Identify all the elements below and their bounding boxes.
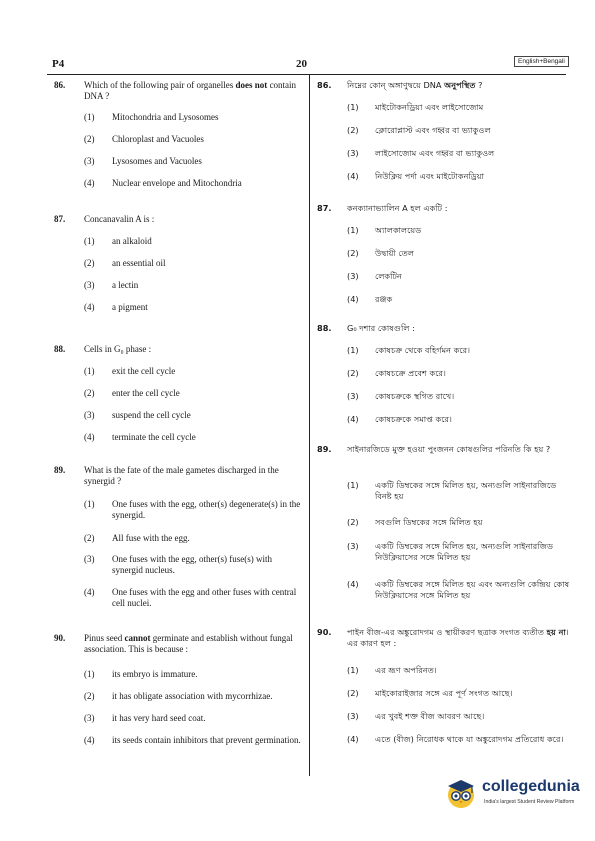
page-number: 20 bbox=[296, 58, 307, 70]
option-1: (1) Mitochondria and Lysosomes bbox=[84, 112, 219, 122]
option-1: (1) এর ভ্রূণ অপরিনত। bbox=[347, 665, 437, 675]
question-89-bn bbox=[317, 444, 572, 600]
option-4: (4) a pigment bbox=[84, 302, 148, 312]
question-text: Pinus seed cannot germinate and establish without fungal association. This is because : bbox=[84, 633, 293, 654]
question-87-bn bbox=[317, 203, 572, 304]
question-text: পাইন বীজ-এর অঙ্কুরোদগম ও স্থায়ীকরণ ছত্রাক সংগত ব্যতীত হয় না। এর কারণ হল : bbox=[347, 627, 569, 648]
option-2: (2) উদ্বায়ী তেল bbox=[347, 248, 414, 258]
option-4: (4) কোষচক্রকে সমাপ্ত করে। bbox=[347, 414, 452, 424]
option-2: (2) All fuse with the egg. bbox=[84, 533, 190, 543]
logo-name: collegedunia bbox=[482, 778, 580, 795]
option-1: (1) অ্যালকালয়েড bbox=[347, 225, 422, 235]
option-1: (1) কোষচক্র থেকে বহির্গমন করে। bbox=[347, 345, 471, 355]
question-text: সাইনারজিডে মুক্ত হওয়া পুংজনন কোষগুলির পরিনতি কি হয় ? bbox=[347, 444, 551, 454]
option-3: (3) একটি ডিম্বকের সঙ্গে মিলিত হয়, অন্যগুলি সাইনারজিড নিউক্লিয়াসের সঙ্গে মিলিত হয় bbox=[347, 541, 553, 562]
question-text: Cells in G₀ phase : bbox=[84, 344, 152, 354]
option-3: (3) কোষচক্রকে স্থগিত রাখে। bbox=[347, 391, 455, 401]
option-4: (4) terminate the cell cycle bbox=[84, 432, 196, 442]
option-1: (1) মাইটোকনড্রিয়া এবং লাইসোজোম bbox=[347, 102, 484, 112]
question-number: 87. bbox=[54, 214, 66, 224]
question-89-en bbox=[54, 465, 304, 608]
question-number: 89. bbox=[54, 465, 66, 475]
option-3: (3) One fuses with the egg, other(s) fuse(s) with synergid nucleus. bbox=[84, 554, 272, 575]
option-3: (3) it has very hard seed coat. bbox=[84, 713, 206, 723]
option-4: (4) একটি ডিম্বকের সঙ্গে মিলিত হয় এবং অন্যগুলি কেন্দ্রিয় কোষ নিউক্লিয়াসের সঙ্গে মিলিত হয় bbox=[347, 579, 570, 600]
option-3: (3) লেকটিন bbox=[347, 271, 402, 281]
option-1: (1) an alkaloid bbox=[84, 236, 152, 246]
question-87-en bbox=[54, 214, 304, 312]
option-2: (2) it has obligate association with mycorrhizae. bbox=[84, 691, 273, 701]
column-divider bbox=[309, 74, 310, 776]
option-2: (2) Chloroplast and Vacuoles bbox=[84, 134, 204, 144]
option-4: (4) এতে (বীজ) নিরোধক থাকে যা অঙ্কুরোদগম প্রতিরোধ করে। bbox=[347, 734, 564, 744]
option-4: (4) রঞ্জক bbox=[347, 294, 393, 304]
option-4: (4) One fuses with the egg and other fuses with central cell nuclei. bbox=[84, 587, 297, 608]
question-number: 86. bbox=[54, 80, 66, 90]
option-3: (3) a lectin bbox=[84, 280, 139, 290]
question-number: 88. bbox=[54, 344, 66, 354]
option-4: (4) its seeds contain inhibitors that prevent germination. bbox=[84, 735, 301, 745]
question-88-en bbox=[54, 344, 304, 442]
question-text: Which of the following pair of organelles does not contain DNA ? bbox=[84, 80, 297, 101]
language-badge: English+Bengali bbox=[514, 56, 569, 67]
option-2: (2) সবগুলি ডিম্বকের সঙ্গে মিলিত হয় bbox=[347, 517, 483, 527]
question-number: 89. bbox=[317, 444, 332, 454]
question-number: 86. bbox=[317, 80, 332, 90]
option-1: (1) exit the cell cycle bbox=[84, 366, 176, 376]
option-3: (3) suspend the cell cycle bbox=[84, 410, 191, 420]
question-text: নিম্নের কোন্ অঙ্গাণুদ্বয়ে DNA অনুপস্থিত ? bbox=[347, 80, 483, 90]
question-text: What is the fate of the male gametes discharged in the synergid ? bbox=[84, 465, 279, 486]
option-2: (2) মাইকোরাইজার সঙ্গে এর পূর্ণ সংগত আছে। bbox=[347, 688, 513, 698]
question-number: 90. bbox=[317, 627, 332, 637]
paper-code: P4 bbox=[52, 58, 65, 70]
option-4: (4) নিউক্লিয় পর্দা এবং মাইটোকনড্রিয়া bbox=[347, 171, 484, 181]
option-2: (2) ক্লোরোপ্লাস্ট এবং গহ্বর বা ভ্যাকুওল bbox=[347, 125, 491, 135]
question-number: 90. bbox=[54, 633, 66, 643]
option-2: (2) an essential oil bbox=[84, 258, 166, 268]
question-86-bn bbox=[317, 80, 572, 181]
graduate-owl-icon bbox=[444, 776, 478, 810]
logo-tagline: India's largest Student Review Platform bbox=[484, 799, 575, 805]
question-90-bn bbox=[317, 627, 572, 744]
question-text: কনক্যানাভ্যালিন A হল একটি : bbox=[347, 203, 448, 213]
collegedunia-logo bbox=[444, 774, 584, 814]
option-4: (4) Nuclear envelope and Mitochondria bbox=[84, 178, 242, 188]
option-1: (1) its embryo is immature. bbox=[84, 669, 198, 679]
question-number: 87. bbox=[317, 203, 332, 213]
question-text: G₀ দশার কোষগুলি : bbox=[347, 323, 415, 333]
header-rule bbox=[47, 74, 566, 75]
question-text: Concanavalin A is : bbox=[84, 214, 155, 224]
option-3: (3) Lysosomes and Vacuoles bbox=[84, 156, 202, 166]
option-2: (2) কোষচক্রে প্রবেশ করে। bbox=[347, 368, 446, 378]
question-86-en bbox=[54, 80, 304, 188]
option-3: (3) এর খুবই শক্ত বীজ আবরণ আছে। bbox=[347, 711, 485, 721]
question-88-bn bbox=[317, 323, 572, 424]
question-90-en bbox=[54, 633, 304, 745]
option-2: (2) enter the cell cycle bbox=[84, 388, 180, 398]
question-number: 88. bbox=[317, 323, 332, 333]
option-1: (1) One fuses with the egg, other(s) degenerate(s) in the synergid. bbox=[84, 499, 301, 520]
option-1: (1) একটি ডিম্বকের সঙ্গে মিলিত হয়, অন্যগুলি সাইনারজিডে বিনষ্ট হয় bbox=[347, 480, 557, 501]
option-3: (3) লাইসোজোম এবং গহ্বর বা ভ্যাকুওল bbox=[347, 148, 495, 158]
